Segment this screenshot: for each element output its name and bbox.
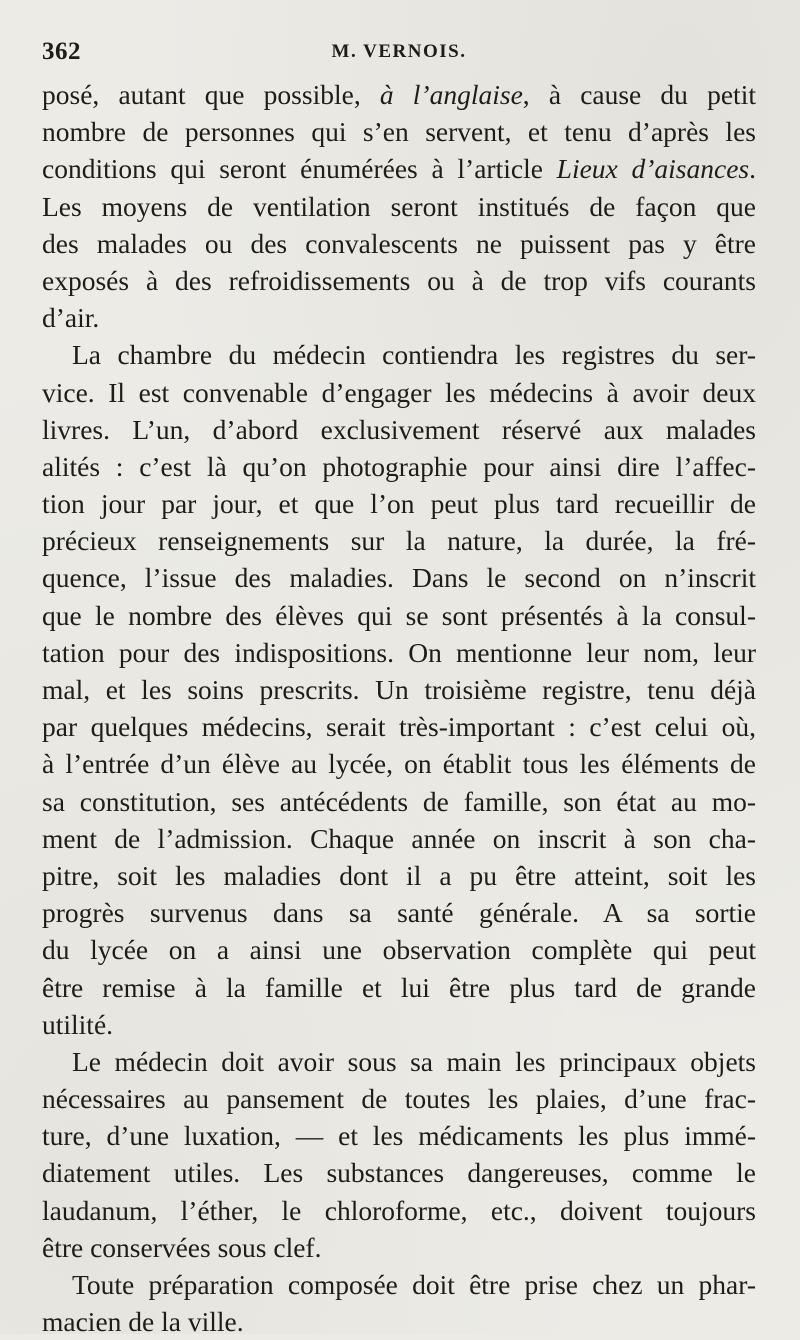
line-text: nécessaires au pansement de toutes les plaies, d’une frac- — [42, 1083, 756, 1115]
text-line — [42, 1266, 756, 1303]
line-text: tion jour par jour, et que l’on peut plus tard recueillir de — [42, 488, 756, 520]
text-line — [42, 411, 756, 448]
text-line — [42, 374, 756, 411]
text-line — [42, 745, 756, 782]
line-text: macien de la ville. — [42, 1306, 244, 1338]
text-line — [42, 1080, 756, 1117]
text-line — [42, 1229, 756, 1266]
text-line — [42, 559, 756, 596]
italic-text: Lieux d’aisances — [556, 153, 750, 185]
text-line — [42, 262, 756, 299]
text-line — [42, 76, 756, 113]
line-text: diatement utiles. Les substances dangereuses, comme le — [42, 1157, 756, 1189]
line-text: , à cause du petit — [522, 79, 756, 110]
line-text: progrès survenus dans sa santé générale. A sa sortie — [42, 897, 756, 929]
line-text: Les moyens de ventilation seront institués de façon que — [42, 190, 756, 222]
text-line — [42, 1006, 756, 1043]
text-line — [42, 1192, 756, 1229]
italic-text: à l’anglaise — [379, 79, 523, 110]
text-line — [42, 783, 756, 820]
text-line — [42, 336, 756, 373]
text-line — [42, 894, 756, 931]
line-text: ture, d’une luxation, — et les médicaments les plus immé- — [42, 1120, 756, 1152]
line-text: alités : c’est là qu’on photographie pour ainsi dire l’affec- — [42, 450, 756, 482]
text-line — [42, 225, 756, 262]
line-text: Le médecin doit avoir sous sa main les principaux objets — [72, 1045, 756, 1077]
text-line — [42, 113, 756, 150]
line-text: posé, autant que possible, — [42, 79, 380, 110]
line-text: quence, l’issue des maladies. Dans le second on n’inscrit — [42, 562, 756, 594]
line-text: Toute préparation composée doit être prise chez un phar- — [72, 1269, 756, 1300]
text-line — [42, 820, 756, 857]
paragraph — [42, 76, 756, 336]
paragraph — [42, 1043, 756, 1266]
line-text: sa constitution, ses antécédents de famille, son état au mo- — [42, 785, 756, 817]
running-head-author: M. VERNOIS. — [331, 41, 467, 62]
line-text: conditions qui seront énumérées à l’article — [42, 153, 557, 185]
text-line — [42, 188, 756, 225]
text-line — [42, 150, 756, 187]
running-head — [42, 34, 756, 70]
line-text: du lycée on a ainsi une observation complète qui peut — [42, 934, 756, 966]
text-line — [42, 597, 756, 634]
text-line — [42, 634, 756, 671]
line-text: par quelques médecins, serait très-important : c’est celui où, — [42, 711, 756, 743]
text-line — [42, 969, 756, 1006]
text-line — [42, 1043, 756, 1080]
paragraph — [42, 336, 756, 1043]
line-text: ment de l’admission. Chaque année on inscrit à son cha- — [42, 822, 756, 854]
line-text: être remise à la famille et lui être plus tard de grande — [42, 971, 756, 1003]
text-line — [42, 931, 756, 968]
text-line — [42, 857, 756, 894]
line-text: livres. L’un, d’abord exclusivement réservé aux malades — [42, 413, 756, 445]
line-text: nombre de personnes qui s’en servent, et tenu d’après les — [42, 116, 756, 148]
line-text: précieux renseignements sur la nature, la durée, la fré- — [42, 525, 756, 557]
text-line — [42, 1303, 756, 1340]
line-text: d’air. — [42, 302, 100, 334]
body-text — [42, 76, 756, 1340]
line-text: mal, et les soins prescrits. Un troisième registre, tenu déjà — [42, 674, 756, 705]
line-text: des malades ou des convalescents ne puissent pas y être — [42, 227, 756, 259]
line-text: tation pour des indispositions. On mentionne leur nom, leur — [42, 636, 756, 668]
text-line — [42, 671, 756, 708]
line-text: utilité. — [42, 1008, 114, 1040]
line-text: laudanum, l’éther, le chloroforme, etc., doivent toujours — [42, 1194, 756, 1226]
text-line — [42, 522, 756, 559]
text-line — [42, 448, 756, 485]
line-text: . — [749, 153, 756, 185]
text-line — [42, 299, 756, 336]
line-text: pitre, soit les maladies dont il a pu être atteint, soit les — [42, 859, 756, 891]
line-text: exposés à des refroidissements ou à de trop vifs courants — [42, 264, 756, 296]
paragraph — [42, 1266, 756, 1340]
line-text: être conservées sous clef. — [42, 1231, 322, 1263]
line-text: que le nombre des élèves qui se sont présentés à la consul- — [42, 599, 756, 631]
text-line — [42, 1117, 756, 1154]
page-number: 362 — [42, 38, 81, 65]
text-line — [42, 708, 756, 745]
line-text: La chambre du médecin contiendra les registres du ser- — [72, 339, 756, 371]
line-text: vice. Il est convenable d’engager les médecins à avoir deux — [42, 376, 756, 408]
text-line — [42, 1154, 756, 1191]
line-text: à l’entrée d’un élève au lycée, on établit tous les éléments de — [42, 748, 756, 780]
text-line — [42, 485, 756, 522]
